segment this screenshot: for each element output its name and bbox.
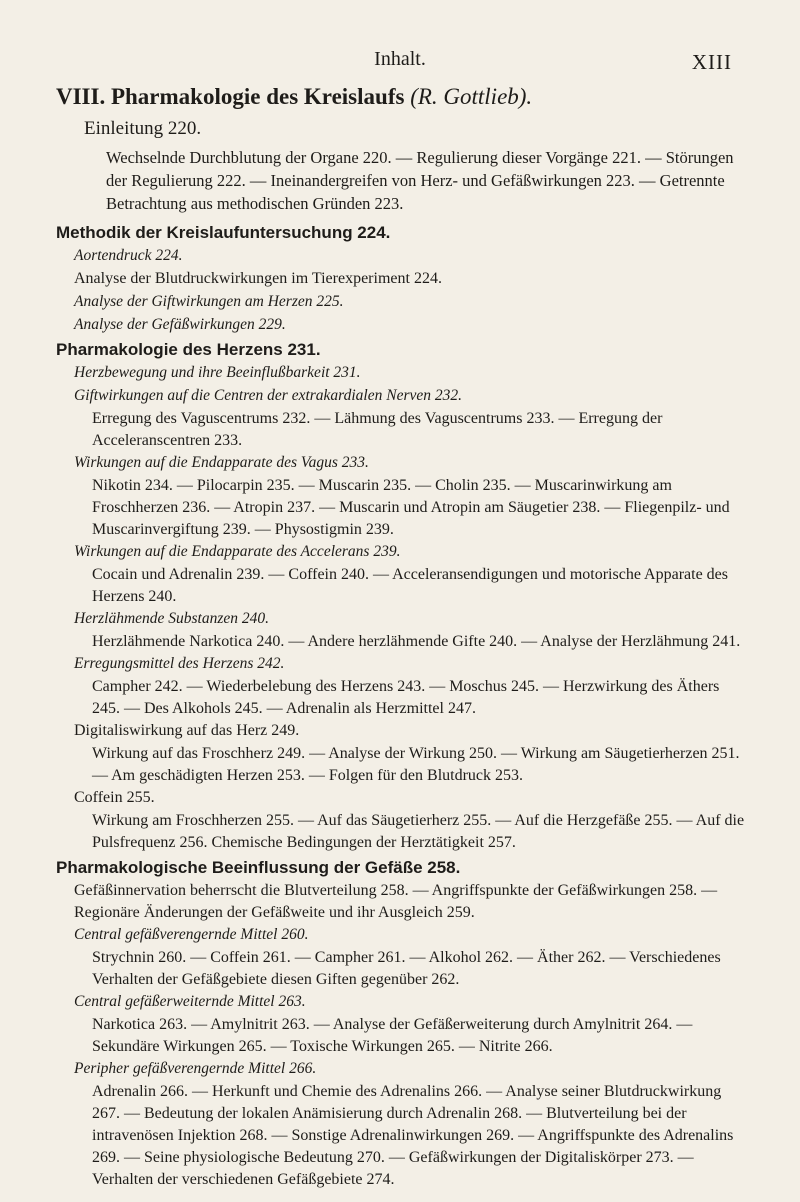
subsection-coffein: Coffein 255. bbox=[74, 789, 155, 806]
subsection-centren: Giftwirkungen auf die Centren der extrakardialen Nerven 232. bbox=[74, 387, 462, 404]
running-header: Inhalt. bbox=[374, 48, 426, 70]
entry-gefaesswirkungen: Analyse der Gefäßwirkungen 229. bbox=[74, 316, 286, 333]
page-number: XIII bbox=[691, 50, 732, 74]
subsection-erregungsmittel: Erregungsmittel des Herzens 242. bbox=[74, 655, 285, 672]
section-heading-methodik: Methodik der Kreislaufuntersuchung 224. bbox=[56, 223, 391, 242]
subsection-central-verengernd-text: Strychnin 260. — Coffein 261. — Campher 261. — Alkohol 262. — Äther 262. — Verschiedenes Verhalten der Gefäßgebiete diesen Giften gegenüber 262. bbox=[92, 949, 721, 988]
chapter-author: (R. Gottlieb). bbox=[410, 84, 533, 109]
section-heading-herz: Pharmakologie des Herzens 231. bbox=[56, 340, 321, 359]
subsection-central-erweiternd-text: Narkotica 263. — Amylnitrit 263. — Analyse der Gefäßerweiterung durch Amylnitrit 264. — Sekundäre Wirkungen 265. — Toxische Wirkungen 265. — Nitrite 266. bbox=[92, 1016, 693, 1055]
subsection-herzlaehmende: Herzlähmende Substanzen 240. bbox=[74, 610, 270, 627]
toc-content bbox=[56, 84, 746, 1191]
subsection-digitalis: Digitaliswirkung auf das Herz 249. bbox=[74, 722, 300, 739]
subsection-coffein-text: Wirkung am Froschherzen 255. — Auf das Säugetierherz 255. — Auf die Herzgefäße 255. — Auf die Pulsfrequenz 256. Chemische Bedingungen der Herztätigkeit 257. bbox=[92, 812, 745, 851]
subsection-central-erweiternd: Central gefäßerweiternde Mittel 263. bbox=[74, 993, 306, 1010]
entry-blutdruck: Analyse der Blutdruckwirkungen im Tierexperiment 224. bbox=[74, 270, 442, 287]
subsection-herzbewegung: Herzbewegung und ihre Beeinflußbarkeit 231. bbox=[74, 364, 361, 381]
subsection-digitalis-text: Wirkung auf das Froschherz 249. — Analyse der Wirkung 250. — Wirkung am Säugetierherzen 251. — Am geschädigten Herzen 253. — Folgen für den Blutdruck 253. bbox=[92, 745, 740, 784]
subsection-central-verengernd: Central gefäßverengernde Mittel 260. bbox=[74, 926, 309, 943]
subsection-vagus: Wirkungen auf die Endapparate des Vagus 233. bbox=[74, 454, 369, 471]
subsection-accelerans-text: Cocain und Adrenalin 239. — Coffein 240. — Acceleransendigungen und motorische Apparate des Herzens 240. bbox=[92, 566, 728, 605]
subsection-erregungsmittel-text: Campher 242. — Wiederbelebung des Herzens 243. — Moschus 245. — Herzwirkung des Äthers 245. — Des Alkohols 245. — Adrenalin als Herzmittel 247. bbox=[92, 678, 720, 717]
chapter-number-title: VIII. Pharmakologie des Kreislaufs bbox=[56, 84, 405, 109]
subsection-peripher-verengernd: Peripher gefäßverengernde Mittel 266. bbox=[74, 1060, 317, 1077]
subsection-accelerans: Wirkungen auf die Endapparate des Accelerans 239. bbox=[74, 543, 401, 560]
subsection-centren-text: Erregung des Vaguscentrums 232. — Lähmung des Vaguscentrums 233. — Erregung der Acceleranscentren 233. bbox=[92, 410, 663, 449]
entry-giftwirkungen: Analyse der Giftwirkungen am Herzen 225. bbox=[74, 293, 344, 310]
section-heading-gefaesse: Pharmakologische Beeinflussung der Gefäße 258. bbox=[56, 858, 461, 877]
subsection-herzlaehmende-text: Herzlähmende Narkotica 240. — Andere herzlähmende Gifte 240. — Analyse der Herzlähmung 241. bbox=[92, 633, 741, 650]
intro-label: Einleitung 220. bbox=[84, 118, 202, 139]
entry-aortendruck: Aortendruck 224. bbox=[74, 247, 183, 264]
gefaesse-intro-text: Gefäßinnervation beherrscht die Blutverteilung 258. — Angriffspunkte der Gefäßwirkungen 258. — Regionäre Änderungen der Gefäßweite und ihr Ausgleich 259. bbox=[74, 882, 718, 921]
subsection-vagus-text: Nikotin 234. — Pilocarpin 235. — Muscarin 235. — Cholin 235. — Muscarinwirkung am Froschherzen 236. — Atropin 237. — Muscarin und Atropin am Säugetier 238. — Fliegenpilz- und Muscarinvergiftung 239. — Physostigmin 239. bbox=[92, 477, 730, 538]
intro-text: Wechselnde Durchblutung der Organe 220. — Regulierung dieser Vorgänge 221. — Störungen der Regulierung 222. — Ineinandergreifen von Herz- und Gefäßwirkungen 223. — Getrennte Betrachtung aus methodischen Gründen 223. bbox=[106, 148, 734, 213]
chapter-title bbox=[56, 84, 746, 110]
subsection-peripher-verengernd-text: Adrenalin 266. — Herkunft und Chemie des Adrenalins 266. — Analyse seiner Blutdruckwirkung 267. — Bedeutung der lokalen Anämisierung durch Adrenalin 268. — Blutverteilung bei der intravenösen Injektion 268. — Sonstige Adrenalinwirkungen 269. — Angriffspunkte des Adrenalins 269. — Seine physiologische Bedeutung 270. — Gefäßwirkungen der Digitaliskörper 273. — Verhalten der verschiedenen Gefäßgebiete 274. bbox=[92, 1083, 734, 1188]
